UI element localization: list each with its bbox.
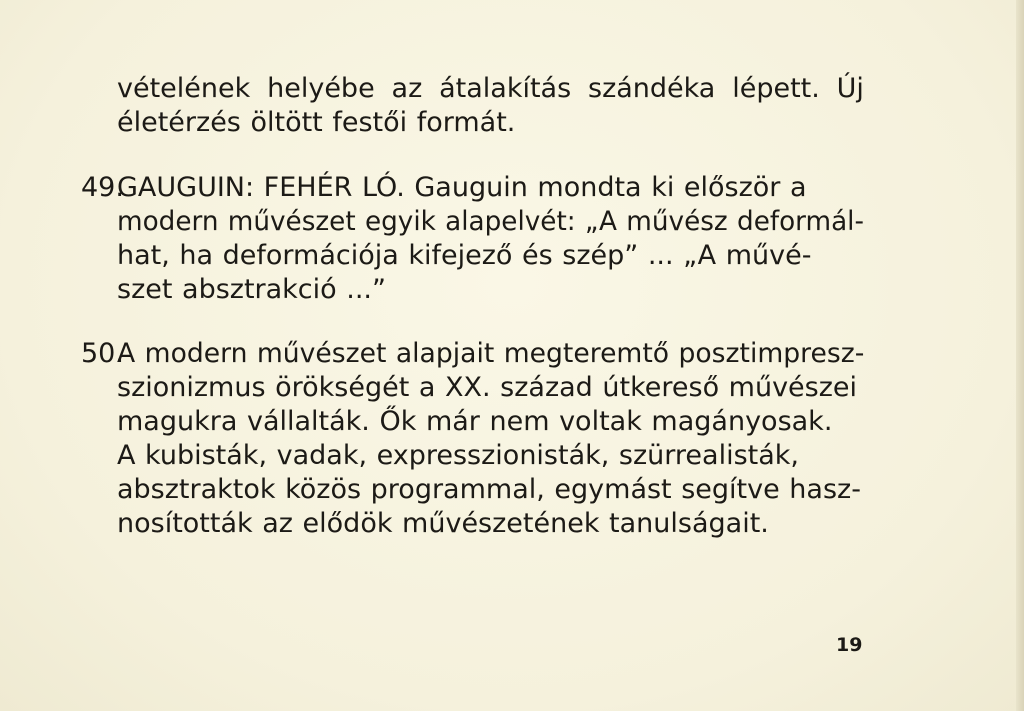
- word: Új: [836, 73, 864, 104]
- word: lépett.: [732, 73, 820, 104]
- text-line-content: modern művészet egyik alapelvét: „A művész deformál-: [117, 206, 864, 237]
- text-line-content: szionizmus örökségét a XX. század útkereső művészei: [117, 372, 858, 403]
- text-line-content: GAUGUIN: FEHÉR LÓ. Gauguin mondta ki először a: [117, 172, 807, 203]
- text-line-content: életérzés öltött festői formát.: [117, 107, 516, 138]
- text-line-content: magukra vállalták. Ők már nem voltak magányosak.: [117, 406, 833, 437]
- text-line-content: szet absztrakció ...”: [117, 274, 386, 305]
- page-number: 19: [836, 634, 863, 656]
- word: átalakítás: [439, 73, 572, 104]
- text-line-content: hat, ha deformációja kifejező és szép” ... „A művé-: [117, 240, 812, 271]
- item-number: 50.: [81, 338, 124, 369]
- word: helyébe: [267, 73, 375, 104]
- text-line-content: nosították az elődök művészetének tanulságait.: [117, 508, 769, 539]
- text-line-content: [117, 72, 864, 106]
- text-line-content: absztraktok közös programmal, egymást segítve hasz-: [117, 474, 861, 505]
- word: vételének: [117, 73, 251, 104]
- text-line-content: A modern művészet alapjait megteremtő posztimpresz-: [117, 338, 865, 369]
- item-number: 49.: [81, 172, 124, 203]
- word: szándéka: [588, 73, 716, 104]
- word: az: [391, 73, 423, 104]
- text-line-content: A kubisták, vadak, expresszionisták, szürrealisták,: [117, 440, 799, 471]
- text-line: [0, 507, 1024, 609]
